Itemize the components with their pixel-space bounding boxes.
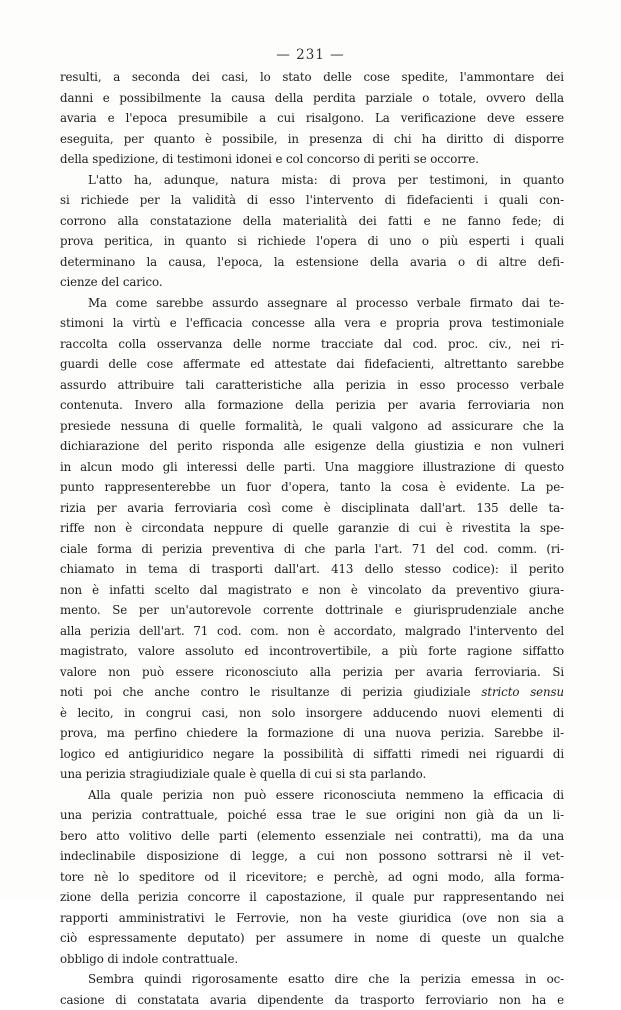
text-line: casione di constatata avaria dipendente da trasporto ferroviario non ha e [60, 990, 564, 1010]
text-line: determinano la causa, l'epoca, la estensione della avaria o di altre defi- [60, 252, 564, 273]
text-line: Alla quale perizia non può essere riconosciuta nemmeno la efficacia di [60, 785, 564, 806]
text-line: magistrato, valore assoluto ed incontrovertibile, a più forte ragione siffatto [60, 641, 564, 662]
text-line: obbligo di indole contrattuale. [60, 949, 564, 970]
text-line: dichiarazione del perito risponda alle esigenze della giustizia e non vulneri [60, 436, 564, 457]
text-line: non è infatti scelto dal magistrato e non è vincolato da preventivo giura- [60, 580, 564, 601]
italic-phrase: stricto sensu [481, 685, 564, 699]
text-line: stimoni la virtù e l'efficacia concesse alla vera e propria prova testimoniale [60, 313, 564, 334]
text-line: noti poi che anche contro le risultanze di perizia giudiziale stricto sensu [60, 682, 564, 703]
text-line: danni e possibilmente la causa della perdita parziale o totale, ovvero della [60, 88, 564, 109]
text-line: alla perizia dell'art. 71 cod. com. non è accordato, malgrado l'intervento del [60, 621, 564, 642]
text-line: logico ed antigiuridico negare la possibilità di siffatti rimedi nei riguardi di [60, 744, 564, 765]
text-line: tore nè lo speditore od il ricevitore; e perchè, ad ogni modo, alla forma- [60, 867, 564, 888]
text-line: chiamato in tema di trasporti dall'art. 413 dello stesso codice): il perito [60, 559, 564, 580]
text-line: guardi delle cose affermate ed attestate dai fidefacienti, altrettanto sarebbe [60, 354, 564, 375]
text-line: ciale forma di perizia preventiva di che parla l'art. 71 del cod. comm. (ri- [60, 539, 564, 560]
text-line: raccolta colla osservanza delle norme tracciate dal cod. proc. civ., nei ri- [60, 334, 564, 355]
text-line: in alcun modo gli interessi delle parti. Una maggiore illustrazione di questo [60, 457, 564, 478]
text-line: avaria e l'epoca presumibile a cui risalgono. La verificazione deve essere [60, 108, 564, 129]
text-line: ciò espressamente deputato) per assumere in nome di queste un qualche [60, 928, 564, 949]
page-number: — 231 — [0, 47, 621, 63]
text-line: valore non può essere riconosciuto alla perizia per avaria ferroviaria. Si [60, 662, 564, 683]
text-line: zione della perizia concorre il capostazione, il quale pur rappresentando nei [60, 887, 564, 908]
text-line: si richiede per la validità di esso l'intervento di fidefacienti i quali con- [60, 190, 564, 211]
text-line: della spedizione, di testimoni idonei e col concorso di periti se occorre. [60, 149, 564, 170]
text-line: mento. Se per un'autorevole corrente dottrinale e giurisprudenziale anche [60, 600, 564, 621]
text-line: punto rappresenterebbe un fuor d'opera, tanto la cosa è evidente. La pe- [60, 477, 564, 498]
text-line: una perizia contrattuale, poiché essa trae le sue origini non già da un li- [60, 805, 564, 826]
text-line: L'atto ha, adunque, natura mista: di prova per testimoni, in quanto [60, 170, 564, 191]
text-line: assurdo attribuire tali caratteristiche alla perizia in esso processo verbale [60, 375, 564, 396]
text-line: Ma come sarebbe assurdo assegnare al processo verbale firmato dai te- [60, 293, 564, 314]
text-line: corrono alla constatazione della materialità dei fatti e ne fanno fede; di [60, 211, 564, 232]
text-line: contenuta. Invero alla formazione della perizia per avaria ferroviaria non [60, 395, 564, 416]
text-line: eseguita, per quanto è possibile, in presenza di chi ha diritto di disporre [60, 129, 564, 150]
text-line: bero atto volitivo delle parti (elemento essenziale nei contratti), ma da una [60, 826, 564, 847]
text-line: Sembra quindi rigorosamente esatto dire che la perizia emessa in oc- [60, 969, 564, 990]
body-text [60, 67, 564, 1010]
text-line: resulti, a seconda dei casi, lo stato delle cose spedite, l'ammontare dei [60, 67, 564, 88]
text-line: riffe non è circondata neppure di quelle garanzie di cui è rivestita la spe- [60, 518, 564, 539]
text-line: presiede nessuna di quelle formalità, le quali valgono ad assicurare che la [60, 416, 564, 437]
text-line: prova, ma perfino chiedere la formazione di una nuova perizia. Sarebbe il- [60, 723, 564, 744]
text-line: una perizia stragiudiziale quale è quella di cui si sta parlando. [60, 764, 564, 785]
text-line: rapporti amministrativi le Ferrovie, non ha veste giuridica (ove non sia a [60, 908, 564, 929]
text-line: cienze del carico. [60, 272, 564, 293]
text-line: indeclinabile disposizione di legge, a cui non possono sottrarsi nè il vet- [60, 846, 564, 867]
text-line: prova peritica, in quanto si richiede l'opera di uno o più esperti i quali [60, 231, 564, 252]
text-line: è lecito, in congrui casi, non solo insorgere adducendo nuovi elementi di [60, 703, 564, 724]
text-line: rizia per avaria ferroviaria così come è disciplinata dall'art. 135 delle ta- [60, 498, 564, 519]
